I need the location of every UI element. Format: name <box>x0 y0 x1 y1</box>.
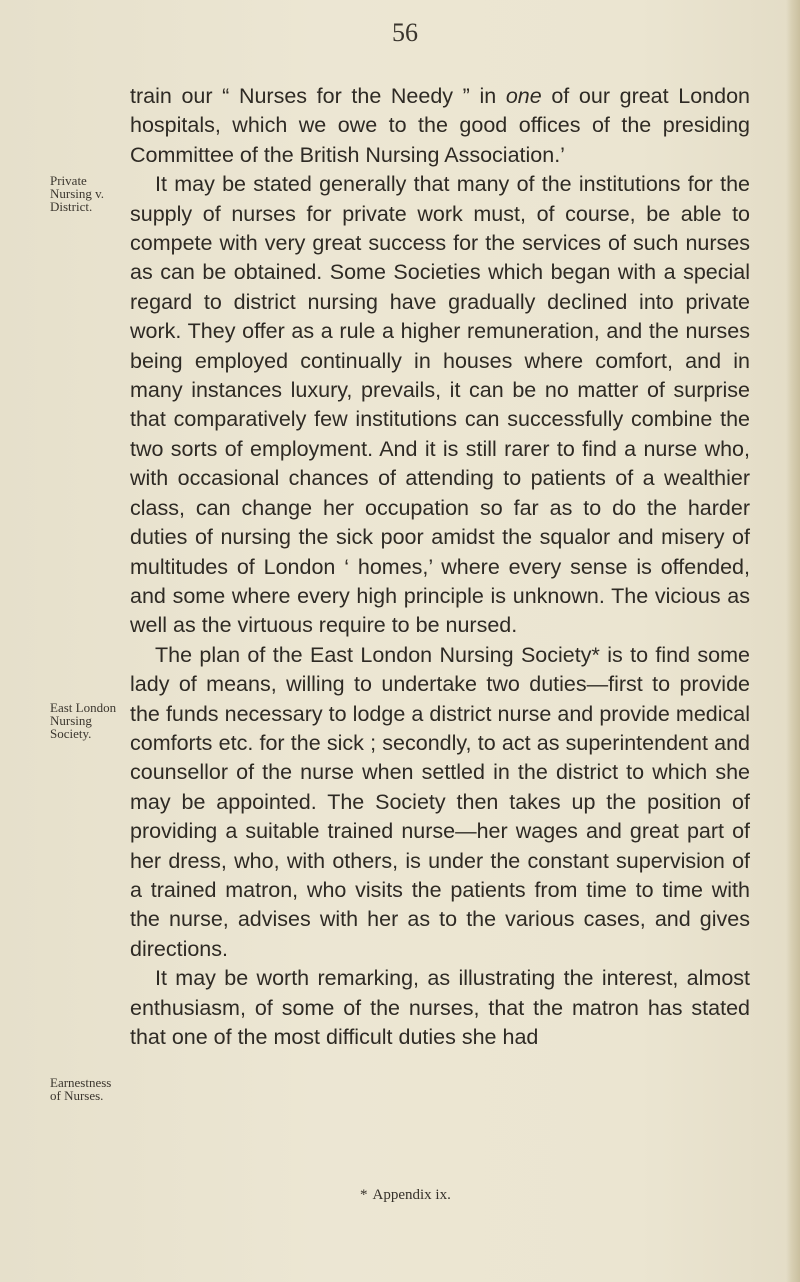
italic-word: one <box>505 84 542 108</box>
margin-note-earnestness <box>50 1076 128 1102</box>
margin-note-line: Nursing <box>50 713 92 728</box>
page-number: 56 <box>392 18 418 47</box>
paragraph-text: train our “ Nurses for the Needy ” in <box>130 84 506 108</box>
margin-note-line: of Nurses. <box>50 1088 104 1103</box>
margin-note-line: Private <box>50 173 87 188</box>
margin-note-line: Society. <box>50 726 92 741</box>
margin-note-line: District. <box>50 199 93 214</box>
margin-note-line: Earnestness <box>50 1075 112 1090</box>
paragraph-earnestness: It may be worth remarking, as illustrating the interest, almost enthusiasm, of some of the nurses, that the matron has stated that one of the most difficult duties she had <box>130 966 750 1049</box>
margin-note-east-london <box>50 701 128 740</box>
margin-note-line: East London <box>50 700 117 715</box>
footnote-marker: * <box>360 1187 368 1203</box>
footnote-text: Appendix ix. <box>372 1187 451 1203</box>
footnote <box>360 1187 451 1204</box>
paragraph-east-london: The plan of the East London Nursing Society* is to find some lady of means, willing to undertake two duties—first to provide the funds necessary to lodge a district nurse and provide medical comforts etc. for the sick ; secondly, to act as superintendent and counsellor of the nurse when settled in the district to which she may be appointed. The Society then takes up the position of providing a suitable trained nurse—her wages and great part of her dress, who, with others, is under the constant supervision of a trained matron, who visits the patients from time to time with the nurse, advises with her as to the various cases, and gives directions. <box>130 642 750 961</box>
margin-note-private-nursing <box>50 174 128 213</box>
body-text <box>130 82 750 1052</box>
page-edge-shadow <box>786 0 800 1282</box>
margin-note-line: Nursing v. <box>50 186 105 201</box>
paragraph-text: of our great London hospitals, which we owe to the good offices of the presiding Committee of the British Nursing Association.’ <box>130 84 750 167</box>
paragraph-private-nursing: It may be stated generally that many of the institutions for the supply of nurses for private work must, of course, be able to compete with very great success for the services of such nurses as can be obtained. Some Societies which began with a special regard to district nursing have gradually declined into private work. They offer as a rule a higher remuneration, and the nurses being employed continually in houses where comfort, and in many instances luxury, prevails, it can be no matter of surprise that comparatively few institutions can successfully combine the two sorts of employment. And it is still rarer to find a nurse who, with occasional chances of attending to patients of a wealthier class, can change her occupation so far as to do the harder duties of nursing the sick poor amidst the squalor and misery of multitudes of London ‘ homes,’ where every sense is offended, and some where every high principle is unknown. The vicious as well as the virtuous require to be nursed. <box>130 172 750 638</box>
paragraph-continuation <box>130 82 750 170</box>
